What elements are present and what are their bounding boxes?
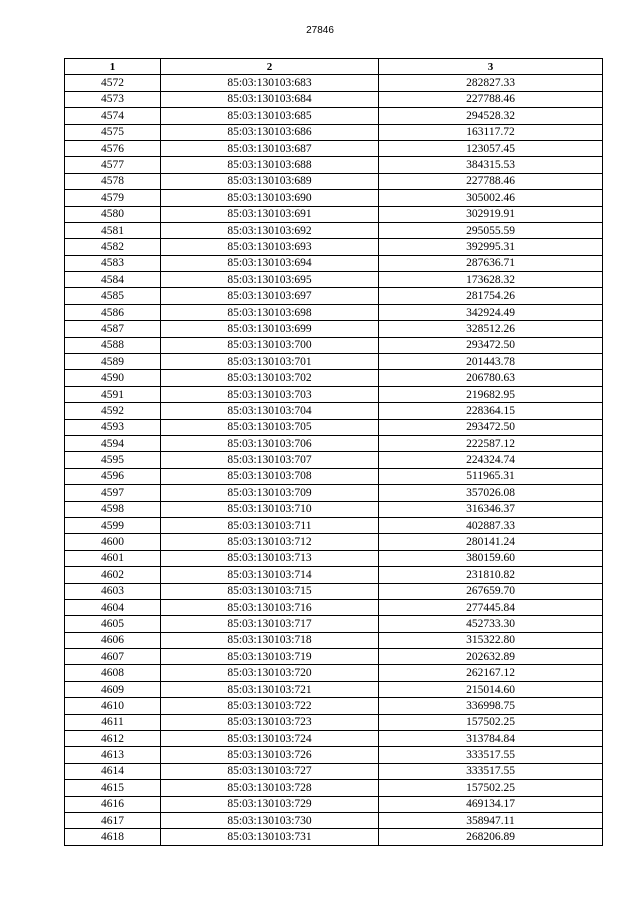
- cadastral-number-cell: 85:03:130103:689: [161, 173, 379, 189]
- table-body: [65, 75, 603, 845]
- row-number-cell: 4578: [65, 173, 161, 189]
- value-cell: 316346.37: [379, 501, 603, 517]
- cadastral-number-cell: 85:03:130103:688: [161, 157, 379, 173]
- row-number-cell: 4606: [65, 632, 161, 648]
- value-cell: 380159.60: [379, 550, 603, 566]
- row-number-cell: 4611: [65, 714, 161, 730]
- table-row: [65, 435, 603, 451]
- row-number-cell: 4613: [65, 747, 161, 763]
- cadastral-number-cell: 85:03:130103:686: [161, 124, 379, 140]
- value-cell: 163117.72: [379, 124, 603, 140]
- value-cell: 384315.53: [379, 157, 603, 173]
- value-cell: 313784.84: [379, 731, 603, 747]
- value-cell: 336998.75: [379, 698, 603, 714]
- row-number-cell: 4592: [65, 403, 161, 419]
- table-row: [65, 337, 603, 353]
- table-row: [65, 698, 603, 714]
- cadastral-number-cell: 85:03:130103:709: [161, 485, 379, 501]
- table-row: [65, 288, 603, 304]
- value-cell: 328512.26: [379, 321, 603, 337]
- value-cell: 305002.46: [379, 190, 603, 206]
- value-cell: 392995.31: [379, 239, 603, 255]
- table-row: [65, 370, 603, 386]
- row-number-cell: 4591: [65, 386, 161, 402]
- value-cell: 219682.95: [379, 386, 603, 402]
- value-cell: 262167.12: [379, 665, 603, 681]
- row-number-cell: 4605: [65, 616, 161, 632]
- cadastral-number-cell: 85:03:130103:721: [161, 681, 379, 697]
- row-number-cell: 4599: [65, 517, 161, 533]
- cadastral-number-cell: 85:03:130103:693: [161, 239, 379, 255]
- table-row: [65, 419, 603, 435]
- value-cell: 295055.59: [379, 222, 603, 238]
- value-cell: 294528.32: [379, 108, 603, 124]
- table-row: [65, 222, 603, 238]
- value-cell: 511965.31: [379, 468, 603, 484]
- row-number-cell: 4602: [65, 567, 161, 583]
- row-number-cell: 4575: [65, 124, 161, 140]
- row-number-cell: 4609: [65, 681, 161, 697]
- row-number-cell: 4579: [65, 190, 161, 206]
- value-cell: 215014.60: [379, 681, 603, 697]
- table-row: [65, 403, 603, 419]
- value-cell: 287636.71: [379, 255, 603, 271]
- cadastral-number-cell: 85:03:130103:705: [161, 419, 379, 435]
- table-row: [65, 124, 603, 140]
- cadastral-number-cell: 85:03:130103:715: [161, 583, 379, 599]
- table-row: [65, 714, 603, 730]
- table-row: [65, 747, 603, 763]
- table-row: [65, 583, 603, 599]
- cadastral-number-cell: 85:03:130103:700: [161, 337, 379, 353]
- table-row: [65, 354, 603, 370]
- cadastral-number-cell: 85:03:130103:730: [161, 812, 379, 828]
- row-number-cell: 4589: [65, 354, 161, 370]
- row-number-cell: 4608: [65, 665, 161, 681]
- cadastral-number-cell: 85:03:130103:731: [161, 829, 379, 845]
- cadastral-number-cell: 85:03:130103:723: [161, 714, 379, 730]
- table-row: [65, 108, 603, 124]
- value-cell: 358947.11: [379, 812, 603, 828]
- value-cell: 293472.50: [379, 337, 603, 353]
- table-row: [65, 304, 603, 320]
- table-row: [65, 321, 603, 337]
- value-cell: 123057.45: [379, 140, 603, 156]
- value-cell: 268206.89: [379, 829, 603, 845]
- cadastral-number-cell: 85:03:130103:718: [161, 632, 379, 648]
- table-row: [65, 681, 603, 697]
- row-number-cell: 4582: [65, 239, 161, 255]
- table-row: [65, 812, 603, 828]
- table-row: [65, 468, 603, 484]
- row-number-cell: 4586: [65, 304, 161, 320]
- cadastral-number-cell: 85:03:130103:706: [161, 435, 379, 451]
- value-cell: 228364.15: [379, 403, 603, 419]
- cadastral-number-cell: 85:03:130103:694: [161, 255, 379, 271]
- cadastral-number-cell: 85:03:130103:702: [161, 370, 379, 386]
- value-cell: 206780.63: [379, 370, 603, 386]
- page-number: 27846: [306, 25, 334, 36]
- row-number-cell: 4600: [65, 534, 161, 550]
- value-cell: 402887.33: [379, 517, 603, 533]
- header-row: [65, 59, 603, 75]
- value-cell: 452733.30: [379, 616, 603, 632]
- row-number-cell: 4612: [65, 731, 161, 747]
- table-row: [65, 599, 603, 615]
- cadastral-number-cell: 85:03:130103:692: [161, 222, 379, 238]
- row-number-cell: 4577: [65, 157, 161, 173]
- row-number-cell: 4614: [65, 763, 161, 779]
- cadastral-number-cell: 85:03:130103:726: [161, 747, 379, 763]
- value-cell: 282827.33: [379, 75, 603, 91]
- value-cell: 280141.24: [379, 534, 603, 550]
- column-header-3: 3: [379, 59, 603, 75]
- row-number-cell: 4598: [65, 501, 161, 517]
- row-number-cell: 4594: [65, 435, 161, 451]
- cadastral-number-cell: 85:03:130103:712: [161, 534, 379, 550]
- cadastral-number-cell: 85:03:130103:707: [161, 452, 379, 468]
- row-number-cell: 4597: [65, 485, 161, 501]
- cadastral-number-cell: 85:03:130103:684: [161, 91, 379, 107]
- cadastral-number-cell: 85:03:130103:704: [161, 403, 379, 419]
- row-number-cell: 4585: [65, 288, 161, 304]
- cadastral-number-cell: 85:03:130103:708: [161, 468, 379, 484]
- cadastral-number-cell: 85:03:130103:698: [161, 304, 379, 320]
- table-row: [65, 567, 603, 583]
- table-row: [65, 239, 603, 255]
- row-number-cell: 4604: [65, 599, 161, 615]
- value-cell: 342924.49: [379, 304, 603, 320]
- cadastral-number-cell: 85:03:130103:687: [161, 140, 379, 156]
- table-row: [65, 157, 603, 173]
- table-row: [65, 731, 603, 747]
- row-number-cell: 4595: [65, 452, 161, 468]
- value-cell: 302919.91: [379, 206, 603, 222]
- row-number-cell: 4581: [65, 222, 161, 238]
- cadastral-number-cell: 85:03:130103:722: [161, 698, 379, 714]
- table-row: [65, 386, 603, 402]
- table-row: [65, 796, 603, 812]
- row-number-cell: 4576: [65, 140, 161, 156]
- table-row: [65, 829, 603, 845]
- cadastral-number-cell: 85:03:130103:713: [161, 550, 379, 566]
- value-cell: 357026.08: [379, 485, 603, 501]
- row-number-cell: 4574: [65, 108, 161, 124]
- value-cell: 224324.74: [379, 452, 603, 468]
- row-number-cell: 4588: [65, 337, 161, 353]
- value-cell: 281754.26: [379, 288, 603, 304]
- row-number-cell: 4617: [65, 812, 161, 828]
- value-cell: 227788.46: [379, 91, 603, 107]
- row-number-cell: 4583: [65, 255, 161, 271]
- value-cell: 333517.55: [379, 747, 603, 763]
- value-cell: 222587.12: [379, 435, 603, 451]
- table-row: [65, 632, 603, 648]
- row-number-cell: 4618: [65, 829, 161, 845]
- row-number-cell: 4584: [65, 272, 161, 288]
- table-row: [65, 649, 603, 665]
- table-row: [65, 501, 603, 517]
- table-row: [65, 75, 603, 91]
- cadastral-number-cell: 85:03:130103:685: [161, 108, 379, 124]
- data-table: [64, 58, 603, 846]
- table-row: [65, 173, 603, 189]
- value-cell: 201443.78: [379, 354, 603, 370]
- row-number-cell: 4573: [65, 91, 161, 107]
- table-row: [65, 91, 603, 107]
- value-cell: 173628.32: [379, 272, 603, 288]
- column-header-1: 1: [65, 59, 161, 75]
- value-cell: 267659.70: [379, 583, 603, 599]
- table-row: [65, 485, 603, 501]
- row-number-cell: 4607: [65, 649, 161, 665]
- cadastral-number-cell: 85:03:130103:727: [161, 763, 379, 779]
- table-row: [65, 550, 603, 566]
- cadastral-number-cell: 85:03:130103:701: [161, 354, 379, 370]
- value-cell: 231810.82: [379, 567, 603, 583]
- table-row: [65, 140, 603, 156]
- table-row: [65, 665, 603, 681]
- table-row: [65, 616, 603, 632]
- cadastral-number-cell: 85:03:130103:717: [161, 616, 379, 632]
- table-row: [65, 517, 603, 533]
- cadastral-number-cell: 85:03:130103:683: [161, 75, 379, 91]
- row-number-cell: 4590: [65, 370, 161, 386]
- table-header: [65, 59, 603, 75]
- table-row: [65, 272, 603, 288]
- cadastral-number-cell: 85:03:130103:719: [161, 649, 379, 665]
- cadastral-number-cell: 85:03:130103:729: [161, 796, 379, 812]
- value-cell: 157502.25: [379, 780, 603, 796]
- cadastral-number-cell: 85:03:130103:690: [161, 190, 379, 206]
- table-row: [65, 255, 603, 271]
- table-row: [65, 763, 603, 779]
- row-number-cell: 4580: [65, 206, 161, 222]
- cadastral-number-cell: 85:03:130103:695: [161, 272, 379, 288]
- row-number-cell: 4603: [65, 583, 161, 599]
- cadastral-number-cell: 85:03:130103:716: [161, 599, 379, 615]
- row-number-cell: 4596: [65, 468, 161, 484]
- cadastral-number-cell: 85:03:130103:720: [161, 665, 379, 681]
- row-number-cell: 4601: [65, 550, 161, 566]
- table-row: [65, 206, 603, 222]
- value-cell: 469134.17: [379, 796, 603, 812]
- table-row: [65, 534, 603, 550]
- cadastral-number-cell: 85:03:130103:697: [161, 288, 379, 304]
- cadastral-number-cell: 85:03:130103:728: [161, 780, 379, 796]
- cadastral-number-cell: 85:03:130103:703: [161, 386, 379, 402]
- row-number-cell: 4616: [65, 796, 161, 812]
- value-cell: 157502.25: [379, 714, 603, 730]
- cadastral-number-cell: 85:03:130103:711: [161, 517, 379, 533]
- cadastral-number-cell: 85:03:130103:710: [161, 501, 379, 517]
- value-cell: 202632.89: [379, 649, 603, 665]
- cadastral-number-cell: 85:03:130103:714: [161, 567, 379, 583]
- row-number-cell: 4593: [65, 419, 161, 435]
- column-header-2: 2: [161, 59, 379, 75]
- table-row: [65, 452, 603, 468]
- row-number-cell: 4572: [65, 75, 161, 91]
- table-row: [65, 780, 603, 796]
- value-cell: 227788.46: [379, 173, 603, 189]
- table-row: [65, 190, 603, 206]
- row-number-cell: 4587: [65, 321, 161, 337]
- row-number-cell: 4615: [65, 780, 161, 796]
- value-cell: 333517.55: [379, 763, 603, 779]
- row-number-cell: 4610: [65, 698, 161, 714]
- cadastral-number-cell: 85:03:130103:691: [161, 206, 379, 222]
- cadastral-number-cell: 85:03:130103:724: [161, 731, 379, 747]
- value-cell: 277445.84: [379, 599, 603, 615]
- value-cell: 315322.80: [379, 632, 603, 648]
- value-cell: 293472.50: [379, 419, 603, 435]
- cadastral-number-cell: 85:03:130103:699: [161, 321, 379, 337]
